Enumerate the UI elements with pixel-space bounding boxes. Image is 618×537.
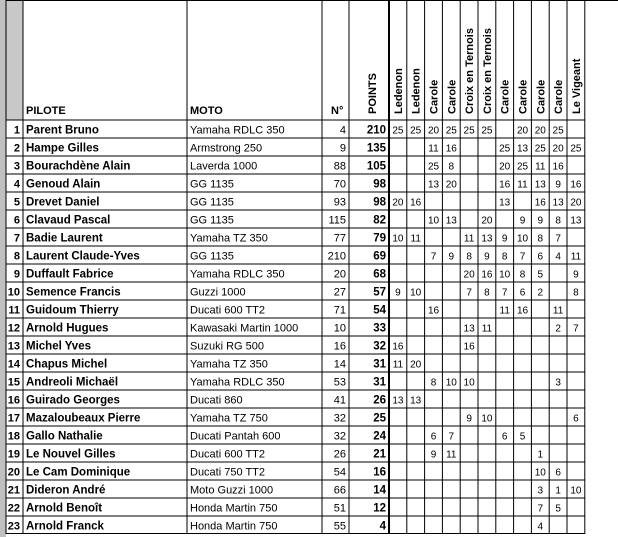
row-race-result: 10 xyxy=(534,467,546,479)
row-pilote: Bourachdène Alain xyxy=(26,160,131,173)
row-points: 14 xyxy=(373,484,386,497)
row-race-result: 25 xyxy=(534,143,546,155)
row-race-result: 13 xyxy=(445,215,457,227)
row-rank: 18 xyxy=(7,430,20,443)
row-moto: Ducati 600 TT2 xyxy=(190,448,266,461)
row-points: 98 xyxy=(373,178,386,191)
row-race-result: 5 xyxy=(519,431,526,443)
row-race-result: 6 xyxy=(501,431,508,443)
race-header: Carole xyxy=(446,79,459,114)
row-race-result: 10 xyxy=(570,485,582,497)
row-race-result: 10 xyxy=(481,413,493,425)
row-race-result: 20 xyxy=(534,125,546,137)
row-moto: Honda Martin 750 xyxy=(190,520,278,533)
row-race-result: 8 xyxy=(555,215,561,227)
row-points: 210 xyxy=(366,124,386,137)
row-race-result: 7 xyxy=(519,251,526,263)
row-race-result: 8 xyxy=(501,251,508,263)
header-pilote: PILOTE xyxy=(26,105,66,117)
row-points: 82 xyxy=(373,214,386,227)
race-header: Croix en Ternois xyxy=(481,28,494,114)
row-race-result: 7 xyxy=(466,287,472,299)
row-race-result: 16 xyxy=(552,161,564,173)
row-race-result: 7 xyxy=(430,251,437,263)
row-moto: Moto Guzzi 1000 xyxy=(190,484,274,497)
row-numero: 20 xyxy=(333,268,346,281)
row-race-result: 7 xyxy=(555,233,561,245)
row-points: 54 xyxy=(373,304,386,317)
row-race-result: 16 xyxy=(481,269,493,281)
row-points: 79 xyxy=(373,232,386,245)
row-race-result: 6 xyxy=(519,287,526,299)
row-points: 24 xyxy=(373,430,386,443)
row-race-result: 7 xyxy=(537,503,544,515)
table-row xyxy=(8,431,526,443)
row-race-result: 10 xyxy=(445,377,457,389)
row-numero: 70 xyxy=(333,178,346,191)
row-moto: Laverda 1000 xyxy=(190,160,258,173)
row-moto: Suzuki RG 500 xyxy=(190,340,264,353)
row-race-result: 11 xyxy=(428,143,439,155)
row-rank: 17 xyxy=(7,412,20,425)
row-race-result: 6 xyxy=(555,467,561,479)
row-pilote: Le Nouvel Gilles xyxy=(26,448,116,461)
row-numero: 26 xyxy=(333,448,346,461)
row-points: 135 xyxy=(366,142,386,155)
row-race-result: 13 xyxy=(516,143,529,155)
row-moto: Ducati 860 xyxy=(190,394,243,407)
race-header: Ledenon xyxy=(410,68,423,114)
race-header: Croix en Ternois xyxy=(464,28,477,114)
row-numero: 32 xyxy=(333,412,346,425)
row-race-result: 16 xyxy=(427,305,440,317)
row-race-result: 13 xyxy=(410,395,422,407)
row-race-result: 3 xyxy=(537,485,544,497)
row-moto: Ducati Pantah 600 xyxy=(190,430,281,443)
row-pilote: Badie Laurent xyxy=(26,232,103,245)
row-rank: 15 xyxy=(7,376,20,389)
row-race-result: 11 xyxy=(392,359,404,371)
race-header: Carole xyxy=(535,79,548,114)
row-points: 105 xyxy=(366,160,386,173)
row-race-result: 9 xyxy=(395,287,401,299)
row-race-result: 25 xyxy=(499,143,511,155)
row-race-result: 13 xyxy=(499,197,511,209)
row-race-result: 20 xyxy=(427,125,440,137)
row-points: 33 xyxy=(373,322,386,335)
row-moto: Ducati 750 TT2 xyxy=(190,466,266,479)
row-race-result: 1 xyxy=(537,449,544,461)
row-race-result: 8 xyxy=(573,287,579,299)
row-pilote: Dideron André xyxy=(26,484,106,497)
row-moto: Yamaha RDLC 350 xyxy=(190,124,285,137)
row-numero: 115 xyxy=(328,214,346,227)
row-race-result: 11 xyxy=(535,161,546,173)
row-race-result: 25 xyxy=(552,125,564,137)
row-race-result: 6 xyxy=(537,251,544,263)
row-numero: 10 xyxy=(333,322,346,335)
row-rank: 11 xyxy=(8,304,20,317)
row-points: 21 xyxy=(373,448,386,461)
row-moto: Kawasaki Martin 1000 xyxy=(190,322,299,335)
row-race-result: 20 xyxy=(392,197,404,209)
row-race-result: 4 xyxy=(555,251,561,263)
row-race-result: 16 xyxy=(499,179,511,191)
row-race-result: 13 xyxy=(463,323,475,335)
row-pilote: Andreoli Michaël xyxy=(26,376,119,389)
row-race-result: 8 xyxy=(430,377,437,389)
row-race-result: 13 xyxy=(534,179,546,191)
row-points: 98 xyxy=(373,196,386,209)
row-numero: 4 xyxy=(339,124,346,137)
row-rank: 22 xyxy=(7,502,20,515)
row-race-result: 16 xyxy=(534,197,546,209)
row-race-result: 10 xyxy=(392,233,404,245)
row-numero: 53 xyxy=(333,376,346,389)
row-rank: 20 xyxy=(7,466,20,479)
row-numero: 93 xyxy=(333,196,346,209)
row-rank: 2 xyxy=(13,142,20,155)
row-race-result: 25 xyxy=(570,143,582,155)
row-numero: 77 xyxy=(333,232,346,245)
row-pilote: Gallo Nathalie xyxy=(26,430,103,443)
row-race-result: 2 xyxy=(537,287,544,299)
row-pilote: Hampe Gilles xyxy=(26,142,99,155)
row-points: 12 xyxy=(373,502,386,515)
row-race-result: 9 xyxy=(484,251,490,263)
row-race-result: 13 xyxy=(481,233,493,245)
row-numero: 16 xyxy=(333,340,346,353)
row-race-result: 5 xyxy=(537,269,544,281)
row-race-result: 11 xyxy=(517,179,528,191)
row-numero: 14 xyxy=(333,358,346,371)
row-race-result: 20 xyxy=(463,269,475,281)
row-moto: Yamaha RDLC 350 xyxy=(190,376,285,389)
row-pilote: Mazaloubeaux Pierre xyxy=(26,412,141,425)
row-rank: 13 xyxy=(7,340,20,353)
row-rank: 4 xyxy=(13,178,20,191)
race-header: Ledenon xyxy=(392,68,405,114)
row-race-result: 20 xyxy=(516,125,529,137)
row-race-result: 5 xyxy=(555,503,561,515)
row-moto: GG 1135 xyxy=(190,196,234,209)
row-race-result: 7 xyxy=(573,323,579,335)
row-race-result: 10 xyxy=(463,377,475,389)
row-race-result: 11 xyxy=(552,305,564,317)
row-race-result: 8 xyxy=(519,269,526,281)
row-pilote: Arnold Benoît xyxy=(26,502,103,515)
row-race-result: 11 xyxy=(446,449,457,461)
row-race-result: 7 xyxy=(448,431,455,443)
row-rank: 21 xyxy=(7,484,20,497)
row-pilote: Duffault Fabrice xyxy=(26,268,114,281)
race-header: Le Vigeant xyxy=(570,58,583,114)
left-gutter xyxy=(0,0,6,537)
row-pilote: Guirado Georges xyxy=(26,394,120,407)
row-race-result: 1 xyxy=(555,485,561,497)
row-race-result: 4 xyxy=(537,521,544,533)
header-moto: MOTO xyxy=(190,105,223,117)
row-race-result: 16 xyxy=(463,341,475,353)
row-race-result: 10 xyxy=(516,233,529,245)
row-pilote: Parent Bruno xyxy=(26,124,99,137)
row-race-result: 3 xyxy=(555,377,561,389)
row-race-result: 13 xyxy=(427,179,440,191)
row-race-result: 25 xyxy=(516,161,529,173)
race-header: Carole xyxy=(499,79,512,114)
header-points: POINTS xyxy=(367,73,379,114)
row-race-result: 16 xyxy=(570,179,582,191)
row-race-result: 9 xyxy=(466,413,472,425)
row-rank: 7 xyxy=(13,232,20,245)
row-race-result: 10 xyxy=(427,215,440,227)
row-race-result: 9 xyxy=(555,179,561,191)
row-race-result: 25 xyxy=(445,125,457,137)
row-race-result: 20 xyxy=(481,215,493,227)
row-race-result: 8 xyxy=(466,251,472,263)
row-race-result: 25 xyxy=(410,125,422,137)
row-race-result: 8 xyxy=(537,233,544,245)
row-race-result: 8 xyxy=(448,161,455,173)
row-race-result: 13 xyxy=(392,395,404,407)
race-header: Carole xyxy=(517,79,530,114)
row-rank: 10 xyxy=(7,286,20,299)
row-rank: 19 xyxy=(7,448,20,461)
row-numero: 27 xyxy=(333,286,346,299)
row-pilote: Genoud Alain xyxy=(26,178,101,191)
row-race-result: 9 xyxy=(501,233,508,245)
row-numero: 41 xyxy=(333,394,346,407)
row-numero: 32 xyxy=(333,430,346,443)
row-race-result: 13 xyxy=(570,215,582,227)
row-points: 57 xyxy=(373,286,386,299)
row-moto: Ducati 600 TT2 xyxy=(190,304,266,317)
row-race-result: 6 xyxy=(573,413,579,425)
row-race-result: 20 xyxy=(499,161,511,173)
row-pilote: Semence Francis xyxy=(26,286,121,299)
row-pilote: Drevet Daniel xyxy=(26,196,100,209)
row-numero: 71 xyxy=(333,304,346,317)
header-numero: N° xyxy=(331,105,344,117)
row-rank: 1 xyxy=(13,124,20,137)
row-numero: 66 xyxy=(333,484,346,497)
row-race-result: 13 xyxy=(552,197,564,209)
row-race-result: 9 xyxy=(448,251,455,263)
row-numero: 54 xyxy=(333,466,346,479)
row-points: 16 xyxy=(373,466,386,479)
row-race-result: 25 xyxy=(481,125,493,137)
row-moto: Yamaha RDLC 350 xyxy=(190,268,285,281)
row-race-result: 20 xyxy=(570,197,582,209)
row-race-result: 9 xyxy=(430,449,437,461)
row-race-result: 6 xyxy=(430,431,437,443)
row-race-result: 20 xyxy=(445,179,457,191)
row-race-result: 11 xyxy=(570,251,582,263)
race-header: Carole xyxy=(553,79,566,114)
row-moto: Guzzi 1000 xyxy=(190,286,246,299)
row-points: 31 xyxy=(373,376,386,389)
row-points: 26 xyxy=(373,394,386,407)
row-moto: Honda Martin 750 xyxy=(190,502,278,515)
row-numero: 55 xyxy=(333,520,346,533)
row-race-result: 20 xyxy=(410,359,422,371)
row-pilote: Laurent Claude-Yves xyxy=(26,250,140,263)
row-race-result: 2 xyxy=(555,323,561,335)
row-rank: 14 xyxy=(7,358,20,371)
row-race-result: 25 xyxy=(427,161,440,173)
row-pilote: Clavaud Pascal xyxy=(26,214,111,227)
row-race-result: 8 xyxy=(484,287,490,299)
row-race-result: 10 xyxy=(499,269,511,281)
row-numero: 51 xyxy=(333,502,346,515)
row-numero: 210 xyxy=(327,250,346,263)
row-race-result: 11 xyxy=(463,233,475,245)
row-race-result: 16 xyxy=(410,197,422,209)
row-race-result: 25 xyxy=(392,125,404,137)
row-moto: Yamaha TZ 350 xyxy=(190,232,268,245)
row-race-result: 11 xyxy=(481,323,493,335)
row-pilote: Guidoum Thierry xyxy=(26,304,119,317)
row-race-result: 16 xyxy=(392,341,404,353)
row-pilote: Le Cam Dominique xyxy=(26,466,131,479)
race-header: Carole xyxy=(428,79,441,114)
row-points: 68 xyxy=(373,268,386,281)
row-rank: 8 xyxy=(13,250,20,263)
row-moto: GG 1135 xyxy=(190,250,234,263)
corner-cell xyxy=(6,0,23,120)
row-moto: Yamaha TZ 750 xyxy=(190,412,268,425)
row-pilote: Arnold Hugues xyxy=(26,322,109,335)
row-race-result: 10 xyxy=(410,287,422,299)
row-pilote: Michel Yves xyxy=(26,340,91,353)
row-race-result: 9 xyxy=(573,269,579,281)
row-rank: 12 xyxy=(7,322,20,335)
row-rank: 6 xyxy=(13,214,20,227)
row-rank: 3 xyxy=(13,160,20,173)
row-race-result: 11 xyxy=(499,305,510,317)
row-race-result: 25 xyxy=(463,125,475,137)
row-points: 32 xyxy=(373,340,386,353)
row-race-result: 16 xyxy=(516,305,529,317)
row-pilote: Chapus Michel xyxy=(26,358,108,371)
row-moto: GG 1135 xyxy=(190,214,234,227)
row-moto: GG 1135 xyxy=(190,178,234,191)
row-race-result: 20 xyxy=(552,143,564,155)
row-numero: 9 xyxy=(339,142,346,155)
row-rank: 9 xyxy=(13,268,20,281)
row-points: 4 xyxy=(379,520,386,533)
row-race-result: 11 xyxy=(410,233,421,245)
row-race-result: 16 xyxy=(445,143,457,155)
row-rank: 5 xyxy=(13,196,20,209)
row-points: 69 xyxy=(373,250,386,263)
row-pilote: Arnold Franck xyxy=(26,520,104,533)
row-rank: 16 xyxy=(7,394,20,407)
row-moto: Armstrong 250 xyxy=(190,142,263,155)
row-rank: 23 xyxy=(7,520,20,533)
row-moto: Yamaha TZ 350 xyxy=(190,358,268,371)
row-race-result: 9 xyxy=(519,215,526,227)
row-points: 31 xyxy=(373,358,386,371)
row-race-result: 9 xyxy=(537,215,544,227)
row-numero: 88 xyxy=(333,160,346,173)
row-race-result: 7 xyxy=(501,287,508,299)
row-points: 25 xyxy=(373,412,386,425)
